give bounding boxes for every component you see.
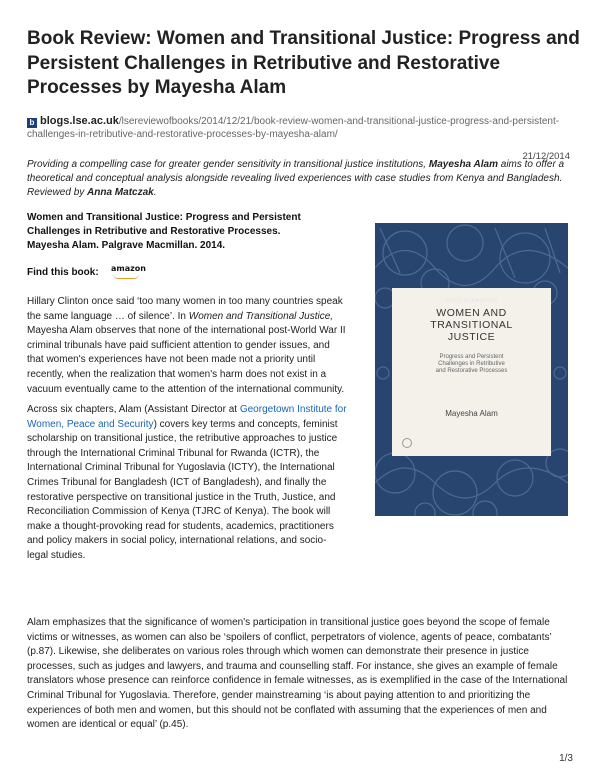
book-info-title: Women and Transitional Justice: Progress and Persistent Challenges in Retributive and Restorative Processes. <box>27 212 301 237</box>
palgrave-logo-icon <box>402 438 412 448</box>
find-book-label: Find this book: <box>27 267 99 278</box>
book-info-publisher: Mayesha Alam. Palgrave Macmillan. 2014. <box>27 240 226 251</box>
cover-title <box>392 307 551 343</box>
book-cover <box>375 223 568 516</box>
post-date: 21/12/2014 <box>522 151 570 162</box>
paragraph-2 <box>27 403 347 564</box>
source-url[interactable] <box>27 115 582 141</box>
georgetown-institute-link[interactable]: Georgetown Institute for Women, Peace and Security <box>27 404 347 430</box>
page-title: Book Review: Women and Transitional Justice: Progress and Persistent Challenges in Retributive and Restorative Processes by Mayesha Alam <box>27 28 580 98</box>
intro-lead: Providing a compelling case for greater gender sensitivity in transitional justice institutions, <box>27 159 429 170</box>
intro-middle: aims to offer a theoretical and conceptual analysis alongside revealing lived experiences with case studies from Kenya and Bangladesh. Reviewed by <box>27 159 565 198</box>
paragraph-1 <box>27 295 347 397</box>
p1-book-title: Women and Transitional Justice, <box>188 310 334 322</box>
p1-text-a: Hillary Clinton once said ‘too many women in too many countries speak the same language … of silence’. In <box>27 296 343 322</box>
book-info <box>27 211 347 253</box>
cover-subtitle <box>392 354 551 375</box>
cover-title-line-1: WOMEN AND <box>436 307 507 319</box>
intro-author: Mayesha Alam <box>428 159 498 170</box>
cover-subtitle-line-2: Challenges in Retributive <box>438 361 505 367</box>
blog-icon: b <box>27 118 37 128</box>
amazon-logo[interactable]: amazon <box>111 264 146 273</box>
cover-subtitle-line-1: Progress and Persistent <box>439 354 504 360</box>
intro-reviewer: Anna Matczak <box>87 187 154 198</box>
intro-end: . <box>153 187 157 198</box>
cover-title-panel <box>392 288 551 456</box>
cover-author: Mayesha Alam <box>445 409 498 418</box>
p2-text-a: Across six chapters, Alam (Assistant Director at <box>27 404 240 415</box>
intro-paragraph <box>27 158 579 200</box>
p2-text-b: ) covers key terms and concepts, feminist scholarship on transitional justice, the retributive approaches to justice through the International Criminal Tribunal for Rwanda (ICTR), the International Criminal Tribunal for Yugoslavia (ICTY), the International Crimes Tribunal for Bangladesh (ICT of Bangladesh), and finally the restorative perspective on transitional justice in the Truth, Justice, and Reconciliation Commission of Kenya (TJRC of Kenya). The book will make a thought-provoking read for students, academics, practitioners and policy makers in social policy, international relations, and socio-legal studies. <box>27 418 338 561</box>
p1-text-b: Mayesha Alam observes that none of the international post-World War II criminal tribunals have paid sufficient attention to gender issues, and that women's experiences have not been made not a priority until recently, when the realization that women's harm does not exist in a vacuum eventually came to the attention of the international community. <box>27 325 346 395</box>
cover-title-line-3: JUSTICE <box>447 331 496 343</box>
cover-title-line-2: TRANSITIONAL <box>430 319 513 331</box>
cover-subtitle-line-3: and Restorative Processes <box>435 368 508 374</box>
paragraph-3: Alam emphasizes that the significance of women's participation in transitional justice goes beyond the scope of female victims or witnesses, as women can also be ‘spoilers of conflict, perpetrators of violence, agents of peace, combatants’ (p.87). Likewise, she deliberates on various roles through which women can demonstrate their presence in justice processes, such as judges and lawyers, and trauma and counselling staff. For instance, she gives an example of female translators whose presence can reinforce confidence in female witnesses, as is exemplified in the case of the International Criminal Tribunal for Yugoslavia. Therefore, gender mainstreaming ‘is about paying attention to and prioritizing the experiences of both men and women, but this should not be conflated with assuming that the experiences of men and women are identical or equal’ (p.45). <box>27 617 568 731</box>
source-path: /lsereviewofbooks/2014/12/21/book-review-women-and-transitional-justice-progress-and-persistent-challenges-in-retributive-and-restorative-processes-by-mayesha-alam/ <box>27 116 560 140</box>
amazon-smile-icon <box>113 274 139 279</box>
page-number: 1/3 <box>559 753 573 764</box>
cover-publisher: palgrave▸pivot <box>445 297 498 304</box>
source-domain: blogs.lse.ac.uk <box>40 115 119 127</box>
